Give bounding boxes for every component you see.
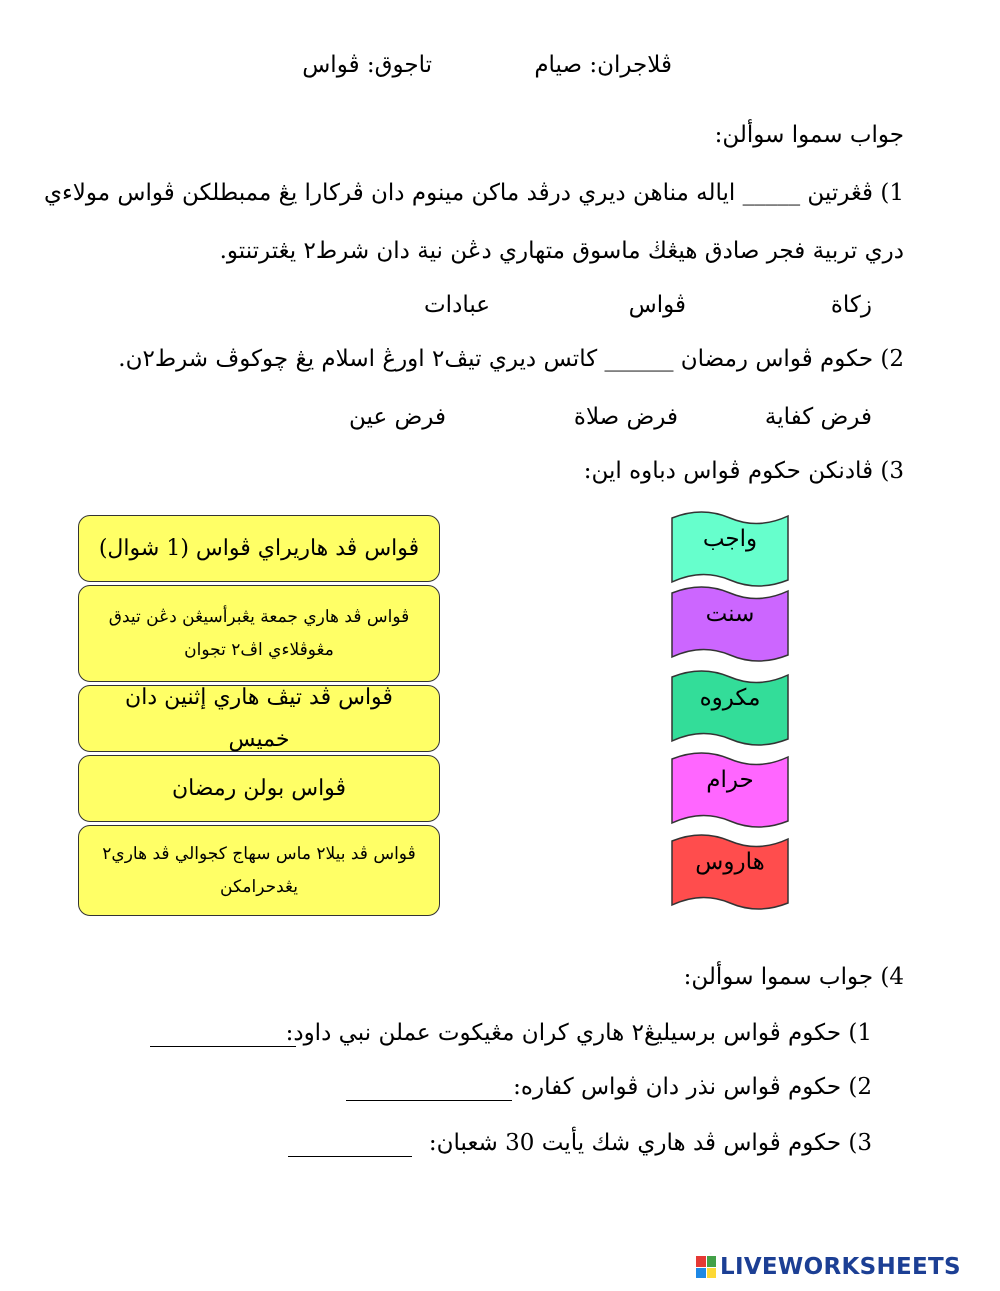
q1-text: ڤڠرتين _____ اياله مناهن ديري درڤد ماكن مينوم دان ڤركارا يڠ ممبطلكن ڤواس مولاءي bbox=[43, 180, 874, 206]
section4-heading: 4) جواب سموا سوألن: bbox=[683, 964, 904, 990]
match-flag-5[interactable] bbox=[668, 831, 792, 913]
match-card-3[interactable]: ڤواس ڤد تيڤ هاري إثنين دان خميس bbox=[78, 685, 440, 752]
q2-option-2: فرض صلاة bbox=[573, 404, 678, 430]
liveworksheets-logo bbox=[696, 1254, 961, 1280]
liveworksheets-wordmark: LIVEWORKSHEETS bbox=[720, 1254, 961, 1280]
q1-option-3: عبادات bbox=[424, 292, 490, 318]
q2-option-1: فرض كفاية bbox=[764, 404, 872, 430]
q4-answer-1-input[interactable] bbox=[150, 1044, 296, 1047]
match-card-1[interactable]: ڤواس ڤد هاريراي ڤواس (1 شوال) bbox=[78, 515, 440, 582]
q4-item-1 bbox=[286, 1020, 872, 1046]
match-card-2[interactable]: ڤواس ڤد هاري جمعة يڠبرأسيڠن دڠن تيدق مڠوڤلاءي اڤ٢ تجوان bbox=[78, 585, 440, 682]
q4-item-3 bbox=[429, 1130, 872, 1156]
q2-option-3: فرض عين bbox=[349, 404, 446, 430]
match-flag-1[interactable] bbox=[668, 508, 792, 590]
q4-item-2-number: 2) bbox=[848, 1074, 872, 1100]
match-card-5[interactable]: ڤواس ڤد بيلا٢ ماس سهاج كجوالي ڤد هاري٢ يڠدحرامكن bbox=[78, 825, 440, 916]
q3-number: 3) bbox=[880, 458, 904, 484]
q4-item-3-number: 3) bbox=[848, 1130, 872, 1156]
q2-text: حكوم ڤواس رمضان ______ كاتس ديري تيڤ٢ اورڠ اسلام يڠ چوكوڤ شرط٢ن. bbox=[118, 346, 874, 372]
logo-square-3 bbox=[696, 1268, 706, 1279]
logo-square-4 bbox=[707, 1268, 717, 1279]
match-flag-3[interactable] bbox=[668, 667, 792, 749]
q4-item-2 bbox=[513, 1074, 872, 1100]
header-topic: ڤلاجران: صيام bbox=[534, 52, 672, 78]
q4-item-1-number: 1) bbox=[848, 1020, 872, 1046]
q4-item-1-text: حكوم ڤواس برسيليڠ٢ هاري كران مڠيكوت عملن نبي داود: bbox=[285, 1020, 842, 1046]
flag-label: هاروس bbox=[695, 849, 765, 875]
q1-option-1: زكاة bbox=[830, 292, 872, 318]
section-heading: جواب سموا سوألن: bbox=[714, 122, 904, 148]
q4-item-2-text: حكوم ڤواس نذر دان ڤواس كفاره: bbox=[513, 1074, 842, 1100]
logo-square-1 bbox=[696, 1256, 706, 1267]
q3-line1 bbox=[584, 458, 904, 484]
flag-label: مكروه bbox=[699, 685, 761, 711]
q1-option-2: ڤواس bbox=[628, 292, 686, 318]
q1-number: 1) bbox=[880, 180, 904, 206]
header-subject: تاجوق: ڤواس bbox=[302, 52, 432, 78]
match-flag-2[interactable] bbox=[668, 583, 792, 665]
q2-number: 2) bbox=[880, 346, 904, 372]
match-flag-4[interactable] bbox=[668, 749, 792, 831]
q3-text: ڤادنكن حكوم ڤواس دباوه اين: bbox=[583, 458, 874, 484]
q1-line2: دري تربية فجر صادق هيڠڬ ماسوق متهاري دڠن نية دان شرط٢ يڠترتنتو. bbox=[219, 238, 904, 264]
liveworksheets-logo-icon bbox=[696, 1256, 716, 1278]
flag-label: حرام bbox=[706, 767, 754, 793]
q4-item-3-text: حكوم ڤواس ڤد هاري شك يأيت 30 شعبان: bbox=[428, 1130, 842, 1156]
q4-answer-2-input[interactable] bbox=[346, 1098, 512, 1101]
flag-label: واجب bbox=[702, 526, 758, 552]
q1-line1 bbox=[44, 180, 904, 206]
logo-square-2 bbox=[707, 1256, 717, 1267]
flag-label: سنت bbox=[705, 601, 755, 627]
match-card-4[interactable]: ڤواس بولن رمضان bbox=[78, 755, 440, 822]
q4-answer-3-input[interactable] bbox=[288, 1154, 412, 1157]
q2-line1 bbox=[118, 346, 904, 372]
